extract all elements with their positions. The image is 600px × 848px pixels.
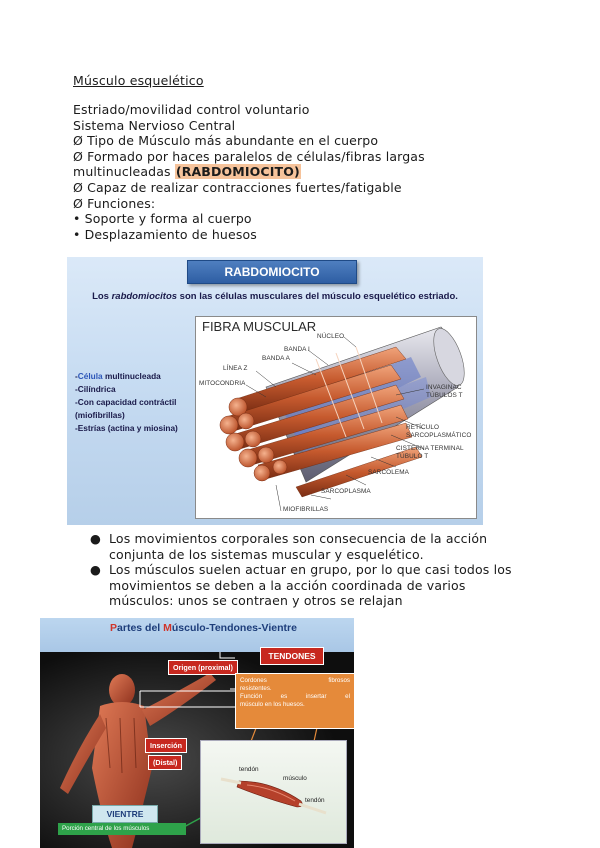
note-line: Ø Capaz de realizar contracciones fuertes/fatigable	[73, 179, 402, 195]
bullet-icon: ●	[90, 531, 101, 546]
description-word: Cordones	[240, 677, 267, 684]
characteristic-line: (miofibrillas)	[75, 410, 125, 420]
label-cisterna: CISTERNA TERMINAL	[396, 445, 464, 452]
title-text: artes del	[117, 622, 164, 634]
muscle-fiber-diagram	[195, 316, 477, 519]
figure-title	[110, 622, 297, 634]
muscle-parts-figure	[40, 618, 354, 848]
characteristic-text: multinucleada	[102, 371, 161, 381]
list-item-line: movimientos se deben a la acción coordinada de varios	[109, 577, 466, 593]
title-text: M	[163, 622, 172, 634]
bullet-icon: ●	[90, 562, 101, 578]
description-row: músculo en los huesos.	[240, 701, 305, 708]
rabdomiocito-figure	[67, 257, 483, 525]
note-text: multinucleadas	[73, 164, 175, 180]
note-line	[73, 164, 473, 180]
characteristic-text: -	[75, 371, 78, 381]
label-banda-i: BANDA I	[284, 346, 310, 353]
note-line: • Desplazamiento de huesos	[73, 226, 257, 242]
note-line: Estriado/movilidad control voluntario	[73, 102, 310, 117]
vientre-label: VIENTRE	[92, 805, 158, 823]
muscle-belly-illustration	[201, 741, 346, 843]
list-item	[88, 562, 528, 609]
subtitle-text: son las células musculares del músculo esquelético estriado.	[177, 291, 458, 302]
note-line: Ø Formado por haces paralelos de células/fibras largas	[73, 148, 425, 164]
muscle-inset	[200, 740, 347, 844]
figure-banner: RABDOMIOCITO	[187, 260, 357, 284]
origin-label: Origen (proximal)	[168, 660, 238, 675]
note-line: Sistema Nervioso Central	[73, 117, 236, 133]
description-word: fibrosos	[328, 677, 350, 684]
page-title: Músculo esquelético	[73, 73, 204, 88]
description-row	[240, 693, 350, 701]
tendon-description	[235, 673, 354, 729]
list-item-line: músculos: unos se contraen y otros se relajan	[109, 593, 403, 609]
musculo-label: músculo	[283, 775, 307, 782]
characteristic-line	[75, 370, 195, 383]
characteristic-line: -Con capacidad contráctil	[75, 397, 177, 407]
list-item	[88, 531, 528, 562]
description-row	[240, 677, 350, 685]
highlighted-term: (RABDOMIOCITO)	[175, 164, 300, 180]
list-item-line: Los movimientos corporales son consecuencia de la acción	[109, 531, 488, 546]
notes-block	[73, 102, 473, 242]
label-reticulo: RETÍCULO	[406, 424, 440, 431]
label-mitocondria: MITOCONDRIA	[199, 380, 246, 387]
title-text: P	[110, 622, 118, 634]
characteristic-text: Célula	[77, 371, 103, 381]
note-line: • Soporte y forma al cuerpo	[73, 211, 252, 227]
tendones-label: TENDONES	[260, 647, 324, 665]
label-tubulos-t: TÚBULOS T	[426, 392, 463, 399]
label-linea-z: LÍNEA Z	[223, 365, 248, 372]
label-miofibrillas: MIOFIBRILLAS	[283, 506, 329, 513]
bullet-list	[88, 531, 528, 609]
note-line: Ø Tipo de Músculo más abundante en el cuerpo	[73, 133, 379, 149]
insertion-label: Inserción	[145, 738, 187, 753]
label-tubulo-t: TÚBULO T	[396, 453, 429, 460]
subtitle-text: Los	[92, 291, 112, 302]
description-word: el	[345, 693, 350, 700]
list-item-line: conjunta de los sistemas muscular y esquelético.	[109, 546, 424, 562]
characteristic-line: -Estrías (actina y miosina)	[75, 423, 178, 433]
cell-characteristics	[75, 370, 195, 435]
label-nucleo: NÚCLEO	[317, 333, 345, 340]
label-sarcoplasmatico: SARCOPLASMÁTICO	[406, 432, 472, 439]
description-word: Función	[240, 693, 263, 700]
description-word: insertar	[305, 693, 327, 700]
label-invaginac: INVAGINAC	[426, 384, 462, 391]
tendon-label-right: tendón	[305, 797, 325, 804]
label-sarcolema: SARCOLEMA	[368, 469, 410, 476]
characteristic-line: -Cilíndrica	[75, 384, 116, 394]
vientre-description: Porción central de los músculos	[58, 823, 186, 835]
tendon-label-left: tendón	[239, 766, 259, 773]
description-word: es	[280, 693, 288, 700]
title-text: úsculo-Tendones-Vientre	[171, 622, 297, 634]
note-line: Ø Funciones:	[73, 195, 156, 211]
distal-label: (Distal)	[148, 755, 182, 770]
list-item-line: Los músculos suelen actuar en grupo, por lo que casi todos los	[109, 562, 512, 578]
description-row: resistentes.	[240, 685, 272, 692]
fiber-title: FIBRA MUSCULAR	[202, 319, 317, 334]
label-sarcoplasma: SARCOPLASMA	[321, 488, 371, 495]
figure-subtitle	[67, 291, 483, 302]
subtitle-italic: rabdomiocitos	[111, 291, 178, 302]
label-banda-a: BANDA A	[262, 355, 291, 362]
